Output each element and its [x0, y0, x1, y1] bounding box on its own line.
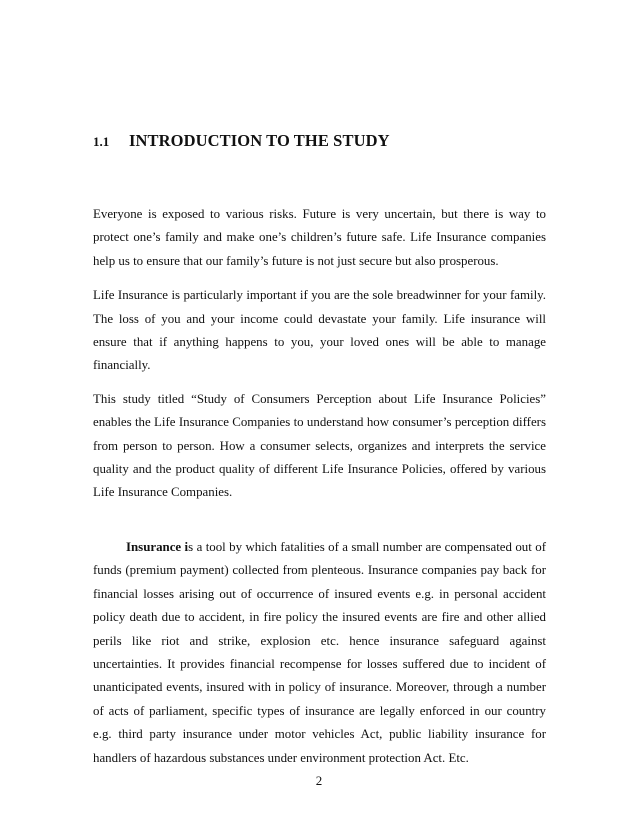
paragraph-definition [93, 536, 546, 770]
paragraph-importance: Life Insurance is particularly important if you are the sole breadwinner for your family. The loss of you and your income could devastate your family. Life insurance will ensure that if anything happens to you, your loved ones will be able to manage financially. [93, 288, 546, 373]
definition-lead: Insurance i [126, 539, 189, 554]
section-title: INTRODUCTION TO THE STUDY [129, 131, 390, 150]
body-text [93, 203, 546, 770]
paragraph-study: This study titled “Study of Consumers Perception about Life Insurance Policies” enables the Life Insurance Companies to understand how consumer’s perception differs from person to person. How a consumer selects, organizes and interprets the service quality and the product quality of different Life Insurance Policies, offered by various Life Insurance Companies. [93, 391, 546, 500]
section-number: 1.1 [93, 134, 110, 149]
page-number: 2 [315, 773, 323, 788]
section-heading [93, 131, 553, 151]
paragraph-intro: Everyone is exposed to various risks. Future is very uncertain, but there is way to protect one’s family and make one’s children’s future safe. Life Insurance companies help us to ensure that our family’s future is not just secure but also prosperous. [93, 207, 546, 268]
definition-text: s a tool by which fatalities of a small number are compensated out of funds (premium payment) collected from plenteous. Insurance companies pay back for financial losses arising out of occurrence of insured events e.g. in personal accident policy death due to accident, in fire policy the insured events are fire and other allied perils like riot and strike, explosion etc. hence insurance safeguard against uncertainties. It provides financial recompense for losses suffered due to incident of unanticipated events, insured with in policy of insurance. Moreover, through a number of acts of parliament, specific types of insurance are legally enforced in our country e.g. third party insurance under motor vehicles Act, public liability insurance for handlers of hazardous substances under environment protection Act. Etc. [93, 539, 546, 765]
